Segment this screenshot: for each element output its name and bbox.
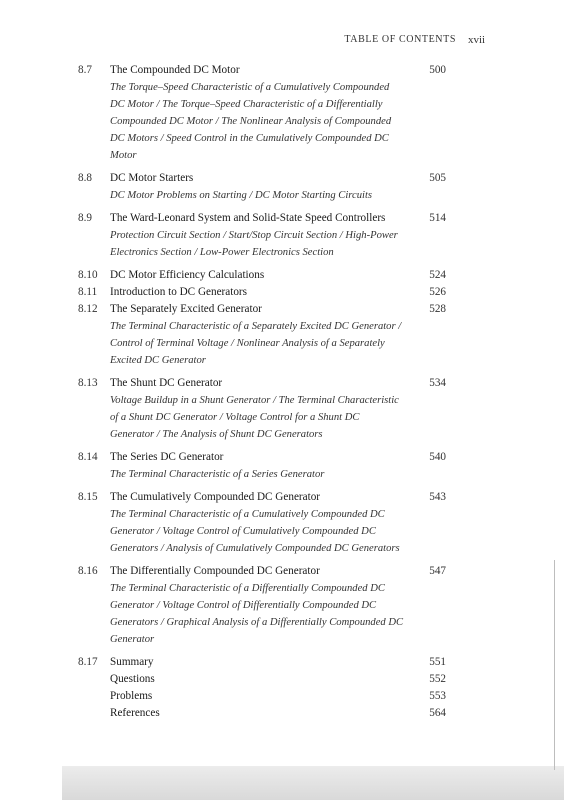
header-page-number: xvii xyxy=(468,34,486,46)
section-title: Problems xyxy=(110,690,153,702)
section-page: 524 xyxy=(429,269,446,281)
toc-entry xyxy=(78,301,446,375)
section-page: 534 xyxy=(429,377,446,389)
section-title: The Series DC Generator xyxy=(110,451,224,463)
toc-line xyxy=(78,705,446,722)
toc-line xyxy=(78,563,446,580)
section-page: 526 xyxy=(429,286,446,298)
toc-line xyxy=(78,489,446,506)
toc-entry xyxy=(78,654,446,671)
section-title: The Ward-Leonard System and Solid-State Speed Controllers xyxy=(110,212,386,224)
section-title: The Differentially Compounded DC Generator xyxy=(110,565,320,577)
subsection-list: Voltage Buildup in a Shunt Generator / The Terminal Characteristic of a Shunt DC Generator / Voltage Control for a Shunt DC Generator / The Analysis of Shunt DC Generators xyxy=(110,395,399,440)
section-number: 8.15 xyxy=(78,491,98,503)
toc-line xyxy=(78,375,446,392)
section-title: The Cumulatively Compounded DC Generator xyxy=(110,491,321,503)
toc-line xyxy=(78,654,446,671)
section-page: 505 xyxy=(429,172,446,184)
section-number: 8.11 xyxy=(78,286,98,298)
scan-shadow xyxy=(62,766,564,800)
section-number: 8.8 xyxy=(78,172,92,184)
toc-entry xyxy=(78,210,446,267)
section-title: Summary xyxy=(110,656,154,668)
subsection-list: Protection Circuit Section / Start/Stop Circuit Section / High-Power Electronics Section / Low-Power Electronics Section xyxy=(110,230,398,258)
section-number: 8.17 xyxy=(78,656,98,668)
toc-line xyxy=(78,62,446,79)
toc-entry xyxy=(78,688,446,705)
table-of-contents xyxy=(78,62,446,722)
subsection-list: The Terminal Characteristic of a Differentially Compounded DC Generator / Voltage Control of Differentially Compounded DC Generators / Graphical Analysis of a Differentially Compounded DC Generator xyxy=(110,583,404,645)
toc-entry xyxy=(78,170,446,210)
section-page: 553 xyxy=(429,690,446,702)
toc-entry xyxy=(78,449,446,489)
section-title: References xyxy=(110,707,160,719)
section-title: The Separately Excited Generator xyxy=(110,303,262,315)
section-page: 564 xyxy=(429,707,446,719)
header-title: TABLE OF CONTENTS xyxy=(344,34,456,45)
section-page: 500 xyxy=(429,64,446,76)
section-number: 8.9 xyxy=(78,212,92,224)
toc-line xyxy=(78,301,446,318)
section-number: 8.7 xyxy=(78,64,92,76)
section-number: 8.13 xyxy=(78,377,98,389)
page-edge xyxy=(554,560,555,770)
toc-line xyxy=(78,210,446,227)
section-page: 514 xyxy=(429,212,446,224)
subsection-list: DC Motor Problems on Starting / DC Motor Starting Circuits xyxy=(110,190,373,201)
toc-line xyxy=(78,671,446,688)
toc-line xyxy=(78,284,446,301)
subsection-list: The Torque–Speed Characteristic of a Cumulatively Compounded DC Motor / The Torque–Speed Characteristic of a Differentially Compounded DC Motor / The Nonlinear Analysis of Compounded DC Motors / Speed Control in the Cumulatively Compounded DC Motor xyxy=(110,82,392,161)
toc-line xyxy=(78,170,446,187)
section-number: 8.12 xyxy=(78,303,98,315)
toc-entry xyxy=(78,489,446,563)
section-page: 543 xyxy=(429,491,446,503)
toc-entry xyxy=(78,284,446,301)
section-title: The Compounded DC Motor xyxy=(110,64,240,76)
section-page: 540 xyxy=(429,451,446,463)
subsection-list: The Terminal Characteristic of a Separately Excited DC Generator / Control of Terminal Voltage / Nonlinear Analysis of a Separately Excited DC Generator xyxy=(110,321,402,366)
section-title: DC Motor Starters xyxy=(110,172,194,184)
subsection-list: The Terminal Characteristic of a Cumulatively Compounded DC Generator / Voltage Control of Cumulatively Compounded DC Generators / Analysis of Cumulatively Compounded DC Generators xyxy=(110,509,400,554)
section-page: 528 xyxy=(429,303,446,315)
toc-entry xyxy=(78,267,446,284)
section-page: 547 xyxy=(429,565,446,577)
running-header xyxy=(344,34,486,46)
section-number: 8.16 xyxy=(78,565,98,577)
toc-line xyxy=(78,267,446,284)
subsection-list: The Terminal Characteristic of a Series Generator xyxy=(110,469,325,480)
section-number: 8.10 xyxy=(78,269,98,281)
section-title: DC Motor Efficiency Calculations xyxy=(110,269,265,281)
toc-entry xyxy=(78,705,446,722)
section-page: 552 xyxy=(429,673,446,685)
section-number: 8.14 xyxy=(78,451,98,463)
toc-entry xyxy=(78,375,446,449)
toc-entry xyxy=(78,563,446,654)
section-title: Questions xyxy=(110,673,155,685)
toc-entry xyxy=(78,62,446,170)
section-title: The Shunt DC Generator xyxy=(110,377,223,389)
section-page: 551 xyxy=(429,656,446,668)
toc-line xyxy=(78,688,446,705)
toc-entry xyxy=(78,671,446,688)
section-title: Introduction to DC Generators xyxy=(110,286,248,298)
toc-line xyxy=(78,449,446,466)
